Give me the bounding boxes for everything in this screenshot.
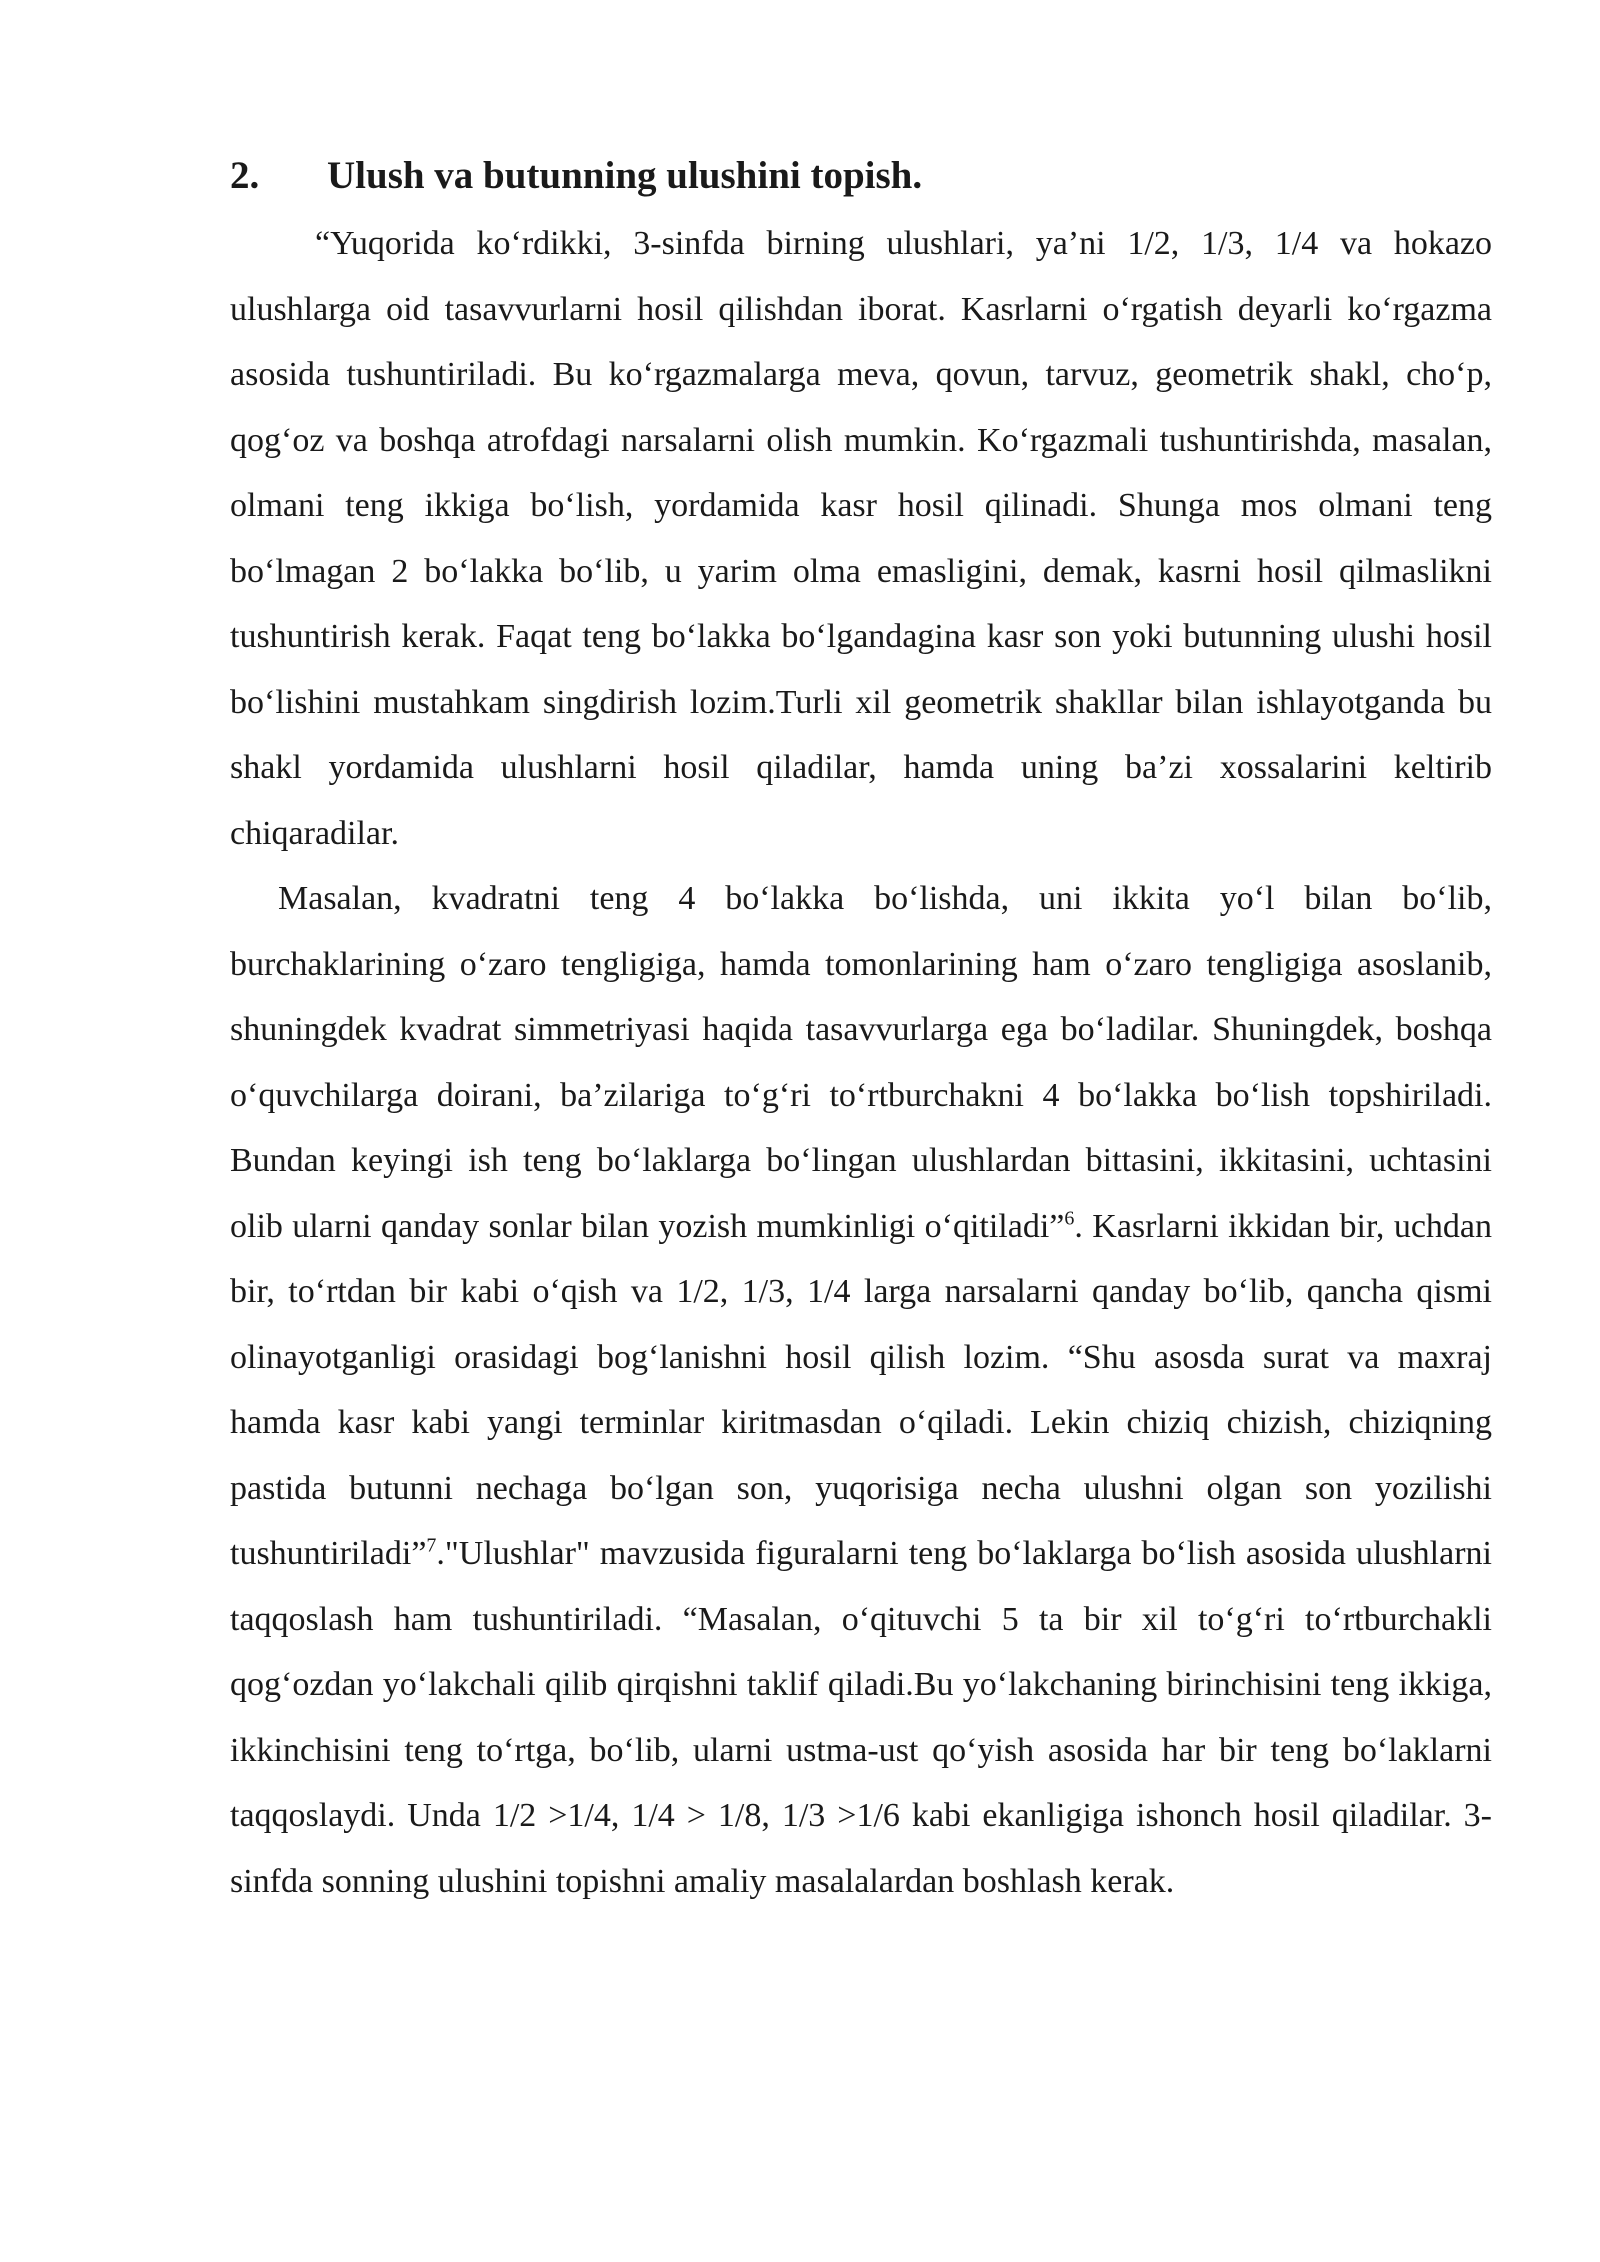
footnote-ref-6: 6 (1064, 1207, 1075, 1230)
paragraph-1: “Yuqorida ko‘rdikki, 3-sinfda birning ulushlari, ya’ni 1/2, 1/3, 1/4 va hokazo ulushlarga oid tasavvurlarni hosil qilishdan iborat. Kasrlarni o‘rgatish deyarli ko‘rgazma asosida tushuntiriladi. Bu ko‘rgazmalarga meva, qovun, tarvuz, geometrik shakl, cho‘p, qog‘oz va boshqa atrofdagi narsalarni olish mumkin. Ko‘rgazmali tushuntirishda, masalan, olmani teng ikkiga bo‘lish, yordamida kasr hosil qilinadi. Shunga mos olmani teng bo‘lmagan 2 bo‘lakka bo‘lib, u yarim olma emasligini, demak, kasrni hosil qilmaslikni tushuntirish kerak. Faqat teng bo‘lakka bo‘lgandagina kasr son yoki butunning ulushi hosil bo‘lishini mustahkam singdirish lozim.Turli xil geometrik shakllar bilan ishlayotganda bu shakl yordamida ulushlarni hosil qiladilar, hamda uning ba’zi xossalarini keltirib chiqaradilar. (230, 225, 1492, 852)
paragraph-2-part-2: . Kasrlarni ikkidan bir, uchdan bir, to‘rtdan bir kabi o‘qish va 1/2, 1/3, 1/4 larga narsalarni qanday bo‘lib, qancha qismi olinayotganligi orasidagi bog‘lanishni hosil qilish lozim. “Shu asosda surat va maxraj hamda kasr kabi yangi terminlar kiritmasdan o‘qiladi. Lekin chiziq chizish, chiziqning pastida butunni nechaga bo‘lgan son, yuqorisiga necha ulushni olgan son yozilishi tushuntiriladi” (230, 1207, 1493, 1572)
page-content (230, 145, 1492, 1914)
paragraph-2-part-3: ."Ulushlar" mavzusida figuralarni teng bo‘laklarga bo‘lish asosida ulushlarni taqqoslash ham tushuntiriladi. “Masalan, o‘qituvchi 5 ta bir xil to‘g‘ri to‘rtburchakli qog‘ozdan yo‘lakchali qilib qirqishni taklif qiladi.Bu yo‘lakchaning birinchisini teng ikkiga, ikkinchisini teng to‘rtga, bo‘lib, ularni ustma-ust qo‘yish asosida har bir teng bo‘laklarni taqqoslaydi. Unda 1/2 >1/4, 1/4 > 1/8, 1/3 >1/6 kabi ekanligiga ishonch hosil qiladilar. 3-sinfda sonning ulushini topishni amaliy masalalardan boshlash kerak. (230, 1535, 1492, 1900)
section-number: 2. (230, 154, 260, 197)
section-heading (230, 145, 1492, 207)
section-title: Ulush va butunning ulushini topish. (327, 154, 923, 197)
paragraph-2-part-1: Masalan, kvadratni teng 4 bo‘lakka bo‘lishda, uni ikkita yo‘l bilan bo‘lib, burchaklarining o‘zaro tengligiga, hamda tomonlarining ham o‘zaro tengligiga asoslanib, shuningdek kvadrat simmetriyasi haqida tasavvurlarga ega bo‘ladilar. Shuningdek, boshqa o‘quvchilarga doirani, ba’zilariga to‘g‘ri to‘rtburchakni 4 bo‘lakka bo‘lish topshiriladi. Bundan keyingi ish teng bo‘laklarga bo‘lingan ulushlardan bittasini, ikkitasini, uchtasini olib ularni qanday sonlar bilan yozish mumkinligi o‘qitiladi” (230, 880, 1492, 1245)
paragraph-2 (230, 866, 1492, 1914)
footnote-ref-7: 7 (426, 1534, 437, 1557)
